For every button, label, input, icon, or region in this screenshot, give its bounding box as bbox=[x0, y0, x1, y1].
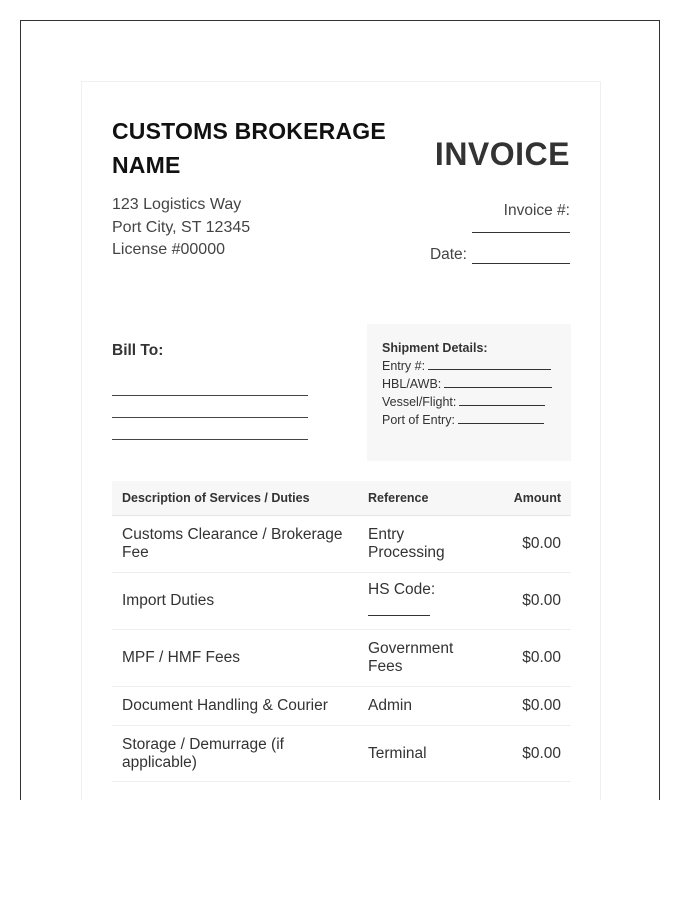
bill-to-line[interactable] bbox=[112, 417, 308, 418]
shipment-details-box bbox=[367, 324, 571, 461]
hs-code-blank[interactable] bbox=[368, 599, 430, 616]
row-description: Customs Clearance / Brokerage Fee bbox=[112, 516, 358, 573]
bill-to-label: Bill To: bbox=[112, 342, 164, 359]
row-reference: Terminal bbox=[358, 726, 493, 782]
company-name: CUSTOMS BROKERAGE NAME bbox=[112, 118, 386, 178]
row-reference-cell bbox=[358, 573, 493, 630]
services-table bbox=[112, 481, 571, 782]
row-description: Storage / Demurrage (if applicable) bbox=[112, 726, 358, 782]
row-description: MPF / HMF Fees bbox=[112, 630, 358, 687]
shipment-field-entry bbox=[382, 357, 556, 375]
row-reference: Admin bbox=[358, 687, 493, 726]
shipment-field-hbl-awb bbox=[382, 375, 556, 393]
invoice-date-blank[interactable] bbox=[472, 247, 570, 264]
address-line-2: Port City, ST 12345 bbox=[112, 218, 251, 236]
table-row bbox=[112, 573, 571, 630]
shipment-field-label: Port of Entry: bbox=[382, 413, 455, 427]
bill-to-line[interactable] bbox=[112, 439, 308, 440]
invoice-sheet bbox=[81, 81, 601, 800]
table-row bbox=[112, 726, 571, 782]
table-row bbox=[112, 516, 571, 573]
row-amount: $0.00 bbox=[493, 630, 571, 687]
shipment-field-label: Vessel/Flight: bbox=[382, 395, 457, 409]
address-line-1: 123 Logistics Way bbox=[112, 196, 242, 213]
header-description: Description of Services / Duties bbox=[112, 481, 358, 516]
row-reference: Entry Processing bbox=[358, 516, 493, 573]
header-amount: Amount bbox=[493, 481, 571, 516]
shipment-field-blank[interactable] bbox=[444, 375, 552, 388]
shipment-field-label: HBL/AWB: bbox=[382, 377, 442, 391]
table-row bbox=[112, 687, 571, 726]
row-description: Document Handling & Courier bbox=[112, 687, 358, 726]
license-number: License #00000 bbox=[112, 241, 225, 258]
row-description: Import Duties bbox=[112, 573, 358, 630]
row-amount: $0.00 bbox=[493, 726, 571, 782]
table-header-row bbox=[112, 481, 571, 516]
shipment-field-blank[interactable] bbox=[459, 393, 545, 406]
row-amount: $0.00 bbox=[493, 687, 571, 726]
table-row bbox=[112, 630, 571, 687]
header-reference: Reference bbox=[358, 481, 493, 516]
shipment-field-port-of-entry bbox=[382, 411, 556, 429]
invoice-number-blank[interactable] bbox=[472, 232, 570, 233]
invoice-title: INVOICE bbox=[434, 136, 570, 172]
invoice-number-label: Invoice #: bbox=[503, 202, 570, 219]
shipment-field-blank[interactable] bbox=[458, 411, 544, 424]
shipment-field-blank[interactable] bbox=[428, 357, 551, 370]
row-reference: Government Fees bbox=[358, 630, 493, 687]
row-amount: $0.00 bbox=[493, 573, 571, 630]
page-frame bbox=[20, 20, 660, 800]
shipment-field-label: Entry #: bbox=[382, 359, 426, 373]
shipment-field-vessel-flight bbox=[382, 393, 556, 411]
shipment-details-title: Shipment Details: bbox=[382, 341, 488, 355]
row-amount: $0.00 bbox=[493, 516, 571, 573]
row-reference: HS Code: bbox=[368, 581, 436, 598]
bill-to-line[interactable] bbox=[112, 395, 308, 396]
company-address bbox=[112, 194, 250, 262]
invoice-date-label: Date: bbox=[429, 246, 467, 263]
invoice-date bbox=[430, 246, 570, 264]
